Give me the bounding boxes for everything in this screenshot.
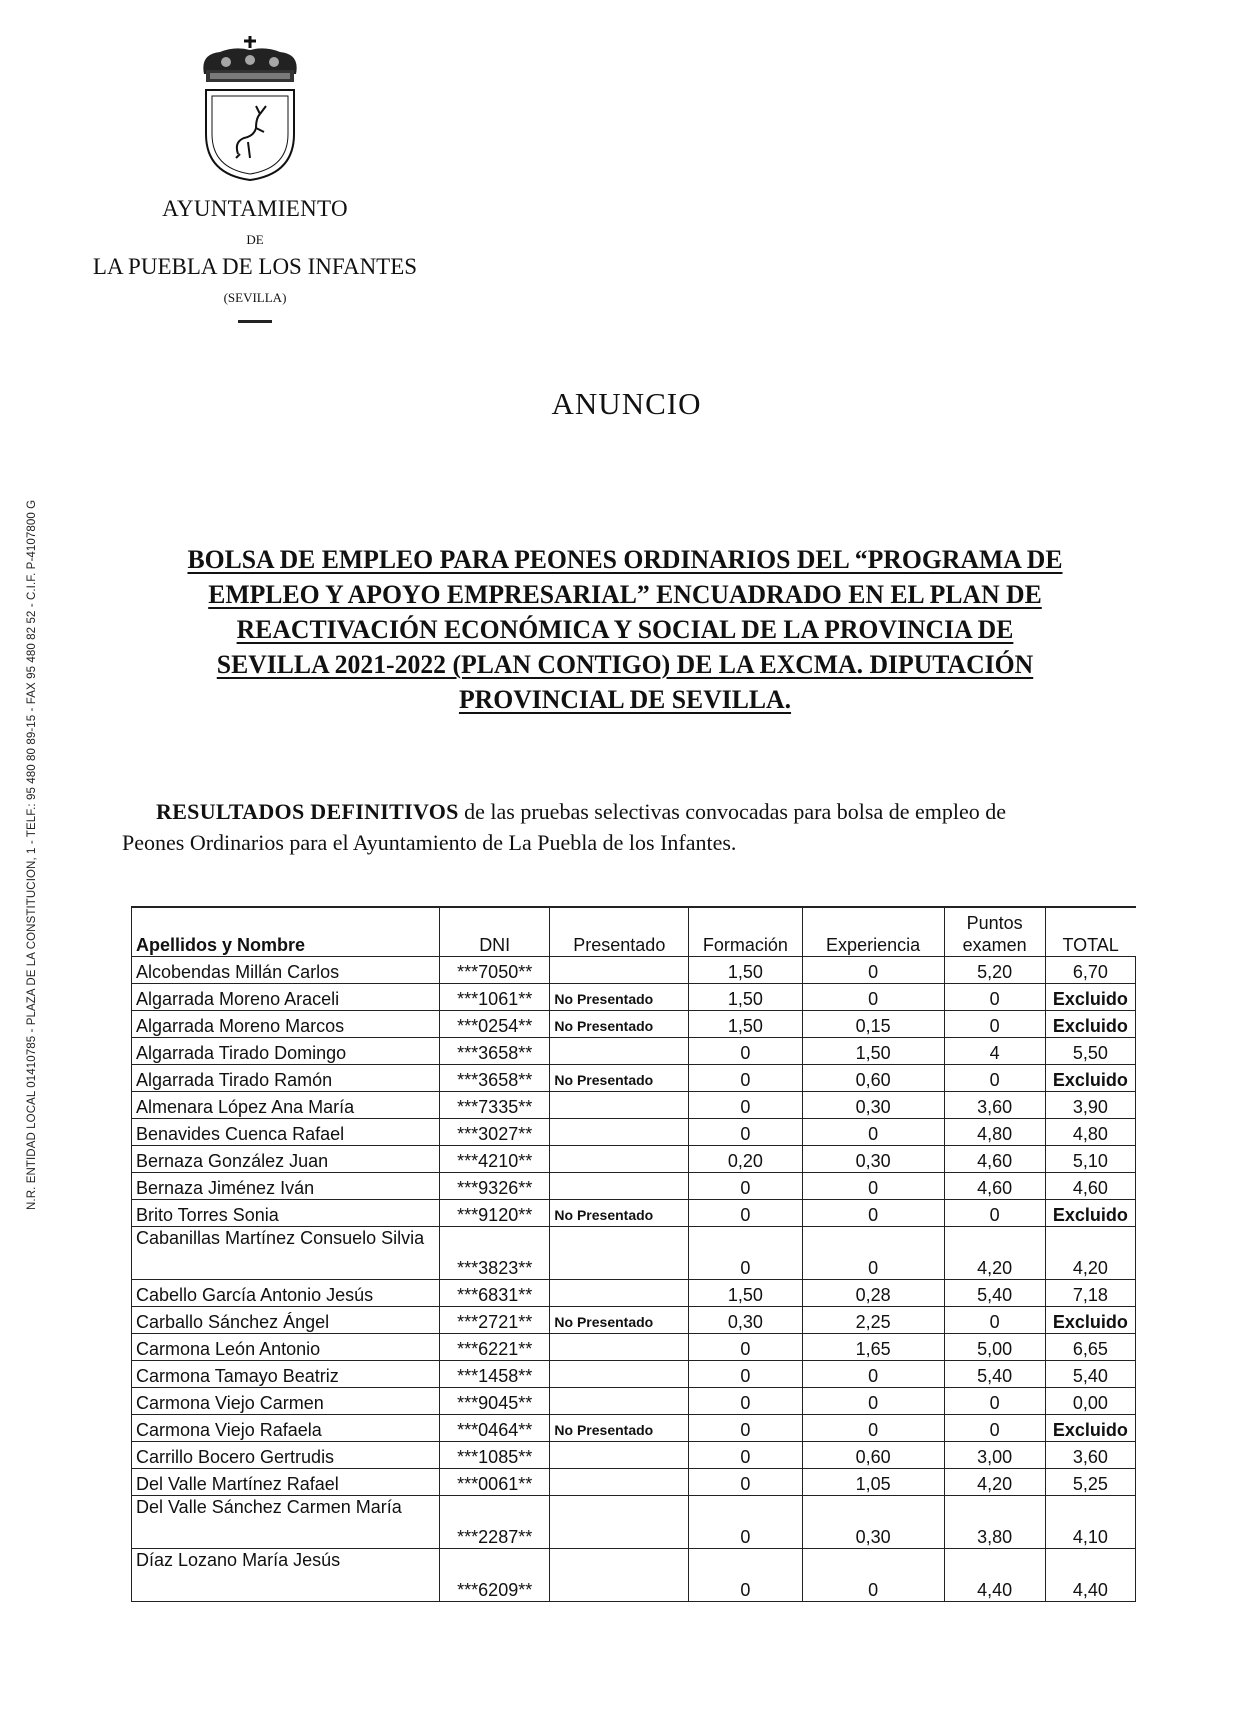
cell-dni: ***0254** xyxy=(439,1011,549,1038)
table-row xyxy=(132,1496,1136,1549)
cell-experience: 0,15 xyxy=(802,1011,944,1038)
cell-experience: 0 xyxy=(802,1200,944,1227)
cell-experience: 0 xyxy=(802,957,944,984)
cell-total: 0,00 xyxy=(1045,1388,1135,1415)
cell-presented: No Presentado xyxy=(550,1011,689,1038)
cell-experience: 0 xyxy=(802,1388,944,1415)
title-line: EMPLEO Y APOYO EMPRESARIAL” ENCUADRADO EN EL PLAN DE xyxy=(208,579,1042,609)
cell-experience: 0 xyxy=(802,1227,944,1280)
cell-name: Carmona Viejo Carmen xyxy=(132,1388,440,1415)
header-divider xyxy=(238,320,272,323)
cell-name: Algarrada Tirado Domingo xyxy=(132,1038,440,1065)
cell-total: Excluido xyxy=(1045,1065,1135,1092)
table-row xyxy=(132,1200,1136,1227)
cell-training: 1,50 xyxy=(689,984,802,1011)
intro-line-2: Peones Ordinarios para el Ayuntamiento de La Puebla de los Infantes. xyxy=(122,830,737,855)
cell-dni: ***7335** xyxy=(439,1092,549,1119)
cell-total: 5,25 xyxy=(1045,1469,1135,1496)
cell-dni: ***2721** xyxy=(439,1307,549,1334)
cell-exam-points: 3,80 xyxy=(944,1496,1045,1549)
cell-name: Del Valle Martínez Rafael xyxy=(132,1469,440,1496)
title-line: REACTIVACIÓN ECONÓMICA Y SOCIAL DE LA PROVINCIA DE xyxy=(236,614,1014,644)
announcement-heading: ANUNCIO xyxy=(551,386,702,421)
cell-training: 0 xyxy=(689,1388,802,1415)
cell-total: 4,60 xyxy=(1045,1173,1135,1200)
cell-name: Almenara López Ana María xyxy=(132,1092,440,1119)
cell-dni: ***6831** xyxy=(439,1280,549,1307)
cell-exam-points: 3,00 xyxy=(944,1442,1045,1469)
header-total: TOTAL xyxy=(1045,907,1135,957)
cell-total: 5,50 xyxy=(1045,1038,1135,1065)
cell-training: 0 xyxy=(689,1469,802,1496)
cell-dni: ***1458** xyxy=(439,1361,549,1388)
cell-dni: ***9120** xyxy=(439,1200,549,1227)
table-row xyxy=(132,1334,1136,1361)
cell-name: Carballo Sánchez Ángel xyxy=(132,1307,440,1334)
title-line: BOLSA DE EMPLEO PARA PEONES ORDINARIOS DEL “PROGRAMA DE xyxy=(187,544,1063,574)
cell-total: 6,65 xyxy=(1045,1334,1135,1361)
cell-total: 6,70 xyxy=(1045,957,1135,984)
cell-total: 3,90 xyxy=(1045,1092,1135,1119)
cell-total: 5,40 xyxy=(1045,1361,1135,1388)
cell-total: 4,80 xyxy=(1045,1119,1135,1146)
cell-training: 1,50 xyxy=(689,1011,802,1038)
cell-experience: 0,60 xyxy=(802,1065,944,1092)
cell-total: 3,60 xyxy=(1045,1442,1135,1469)
cell-name: Carrillo Bocero Gertrudis xyxy=(132,1442,440,1469)
document-title xyxy=(115,542,1135,717)
cell-total: Excluido xyxy=(1045,1011,1135,1038)
cell-experience: 0 xyxy=(802,1119,944,1146)
table-row xyxy=(132,1038,1136,1065)
table-row xyxy=(132,1549,1136,1602)
cell-name: Brito Torres Sonia xyxy=(132,1200,440,1227)
cell-presented xyxy=(550,1119,689,1146)
cell-training: 0 xyxy=(689,1092,802,1119)
cell-name: Algarrada Tirado Ramón xyxy=(132,1065,440,1092)
table-row xyxy=(132,1065,1136,1092)
cell-experience: 0 xyxy=(802,1173,944,1200)
cell-exam-points: 4,60 xyxy=(944,1173,1045,1200)
cell-name: Del Valle Sánchez Carmen María xyxy=(132,1496,440,1549)
cell-name: Benavides Cuenca Rafael xyxy=(132,1119,440,1146)
cell-experience: 0,60 xyxy=(802,1442,944,1469)
cell-dni: ***1061** xyxy=(439,984,549,1011)
cell-training: 0,30 xyxy=(689,1307,802,1334)
cell-exam-points: 5,00 xyxy=(944,1334,1045,1361)
cell-presented xyxy=(550,1146,689,1173)
cell-presented xyxy=(550,1092,689,1119)
cell-exam-points: 4,80 xyxy=(944,1119,1045,1146)
title-line: SEVILLA 2021-2022 (PLAN CONTIGO) DE LA EXCMA. DIPUTACIÓN xyxy=(216,649,1034,679)
cell-dni: ***3823** xyxy=(439,1227,549,1280)
table-row xyxy=(132,1011,1136,1038)
header-presented: Presentado xyxy=(550,907,689,957)
cell-exam-points: 4,20 xyxy=(944,1469,1045,1496)
cell-training: 0 xyxy=(689,1549,802,1602)
cell-exam-points: 4,40 xyxy=(944,1549,1045,1602)
cell-dni: ***3658** xyxy=(439,1065,549,1092)
cell-dni: ***3658** xyxy=(439,1038,549,1065)
cell-experience: 0,30 xyxy=(802,1496,944,1549)
cell-exam-points: 0 xyxy=(944,1307,1045,1334)
cell-dni: ***6221** xyxy=(439,1334,549,1361)
cell-name: Carmona Tamayo Beatriz xyxy=(132,1361,440,1388)
cell-total: 4,40 xyxy=(1045,1549,1135,1602)
cell-experience: 0 xyxy=(802,1361,944,1388)
table-row xyxy=(132,1227,1136,1280)
cell-training: 0 xyxy=(689,1415,802,1442)
cell-dni: ***1085** xyxy=(439,1442,549,1469)
cell-presented: No Presentado xyxy=(550,984,689,1011)
cell-training: 0 xyxy=(689,1200,802,1227)
coat-of-arms-icon xyxy=(190,34,310,184)
cell-dni: ***7050** xyxy=(439,957,549,984)
table-row xyxy=(132,1092,1136,1119)
table-row xyxy=(132,957,1136,984)
cell-total: Excluido xyxy=(1045,1307,1135,1334)
cell-total: 4,20 xyxy=(1045,1227,1135,1280)
cell-experience: 0,30 xyxy=(802,1146,944,1173)
cell-exam-points: 5,40 xyxy=(944,1280,1045,1307)
table-row xyxy=(132,984,1136,1011)
cell-exam-points: 0 xyxy=(944,984,1045,1011)
cell-dni: ***0464** xyxy=(439,1415,549,1442)
title-line: PROVINCIAL DE SEVILLA. xyxy=(458,684,792,714)
cell-dni: ***3027** xyxy=(439,1119,549,1146)
cell-name: Carmona León Antonio xyxy=(132,1334,440,1361)
cell-experience: 1,05 xyxy=(802,1469,944,1496)
cell-training: 0 xyxy=(689,1119,802,1146)
cell-total: 5,10 xyxy=(1045,1146,1135,1173)
header-exam-points-line-2: examen xyxy=(962,935,1027,955)
cell-exam-points: 3,60 xyxy=(944,1092,1045,1119)
cell-name: Carmona Viejo Rafaela xyxy=(132,1415,440,1442)
cell-presented xyxy=(550,957,689,984)
results-table xyxy=(131,906,1136,1602)
cell-dni: ***0061** xyxy=(439,1469,549,1496)
cell-exam-points: 0 xyxy=(944,1200,1045,1227)
cell-name: Díaz Lozano María Jesús xyxy=(132,1549,440,1602)
cell-name: Algarrada Moreno Marcos xyxy=(132,1011,440,1038)
header-dni: DNI xyxy=(439,907,549,957)
cell-presented xyxy=(550,1280,689,1307)
cell-training: 0 xyxy=(689,1227,802,1280)
cell-presented xyxy=(550,1361,689,1388)
cell-dni: ***6209** xyxy=(439,1549,549,1602)
cell-experience: 0 xyxy=(802,1415,944,1442)
cell-experience: 1,50 xyxy=(802,1038,944,1065)
header-name: Apellidos y Nombre xyxy=(132,907,440,957)
cell-total: Excluido xyxy=(1045,1200,1135,1227)
cell-presented: No Presentado xyxy=(550,1200,689,1227)
cell-training: 0 xyxy=(689,1361,802,1388)
table-row xyxy=(132,1173,1136,1200)
cell-exam-points: 0 xyxy=(944,1415,1045,1442)
org-name-line-4: (SEVILLA) xyxy=(223,290,287,305)
intro-paragraph xyxy=(122,796,1132,858)
cell-presented: No Presentado xyxy=(550,1415,689,1442)
cell-training: 0 xyxy=(689,1496,802,1549)
cell-name: Cabanillas Martínez Consuelo Silvia xyxy=(132,1227,440,1280)
cell-name: Algarrada Moreno Araceli xyxy=(132,984,440,1011)
cell-dni: ***2287** xyxy=(439,1496,549,1549)
cell-experience: 1,65 xyxy=(802,1334,944,1361)
cell-training: 1,50 xyxy=(689,1280,802,1307)
cell-presented xyxy=(550,1549,689,1602)
cell-exam-points: 0 xyxy=(944,1011,1045,1038)
cell-training: 0 xyxy=(689,1038,802,1065)
letterhead-address-strip: N.R. ENTIDAD LOCAL 01410785 - PLAZA DE LA CONSTITUCION, 1 - TELF.: 95 480 80 89-15 - FAX 95 480 82 52 - C.I.F. P-4107800 G xyxy=(26,499,38,1210)
cell-training: 0,20 xyxy=(689,1146,802,1173)
table-row xyxy=(132,1442,1136,1469)
table-header-row xyxy=(132,907,1136,957)
cell-presented xyxy=(550,1227,689,1280)
table-row xyxy=(132,1469,1136,1496)
cell-presented xyxy=(550,1469,689,1496)
org-name-line-3: LA PUEBLA DE LOS INFANTES xyxy=(92,254,418,279)
cell-dni: ***9326** xyxy=(439,1173,549,1200)
cell-exam-points: 0 xyxy=(944,1065,1045,1092)
cell-training: 0 xyxy=(689,1173,802,1200)
table-row xyxy=(132,1361,1136,1388)
cell-experience: 2,25 xyxy=(802,1307,944,1334)
header-exam-points-line-1: Puntos xyxy=(966,913,1023,933)
table-row xyxy=(132,1307,1136,1334)
cell-experience: 0,30 xyxy=(802,1092,944,1119)
intro-line-1: de las pruebas selectivas convocadas para bolsa de empleo de xyxy=(458,799,1006,824)
cell-presented xyxy=(550,1496,689,1549)
cell-name: Alcobendas Millán Carlos xyxy=(132,957,440,984)
cell-name: Bernaza González Juan xyxy=(132,1146,440,1173)
table-row xyxy=(132,1146,1136,1173)
cell-exam-points: 0 xyxy=(944,1388,1045,1415)
cell-total: 7,18 xyxy=(1045,1280,1135,1307)
cell-dni: ***4210** xyxy=(439,1146,549,1173)
header-experience: Experiencia xyxy=(802,907,944,957)
cell-exam-points: 4,20 xyxy=(944,1227,1045,1280)
cell-name: Bernaza Jiménez Iván xyxy=(132,1173,440,1200)
cell-presented xyxy=(550,1038,689,1065)
cell-experience: 0 xyxy=(802,1549,944,1602)
cell-exam-points: 5,40 xyxy=(944,1361,1045,1388)
table-row xyxy=(132,1280,1136,1307)
cell-training: 0 xyxy=(689,1334,802,1361)
cell-total: Excluido xyxy=(1045,1415,1135,1442)
cell-exam-points: 4,60 xyxy=(944,1146,1045,1173)
cell-training: 1,50 xyxy=(689,957,802,984)
cell-presented: No Presentado xyxy=(550,1065,689,1092)
cell-presented xyxy=(550,1173,689,1200)
table-row xyxy=(132,1388,1136,1415)
cell-training: 0 xyxy=(689,1065,802,1092)
header-exam-points xyxy=(944,907,1045,957)
table-row xyxy=(132,1119,1136,1146)
cell-exam-points: 5,20 xyxy=(944,957,1045,984)
intro-lead: RESULTADOS DEFINITIVOS xyxy=(156,799,459,824)
cell-dni: ***9045** xyxy=(439,1388,549,1415)
org-name-line-2: DE xyxy=(246,232,264,247)
table-row xyxy=(132,1415,1136,1442)
cell-total: 4,10 xyxy=(1045,1496,1135,1549)
org-name-line-1: AYUNTAMIENTO xyxy=(162,196,348,221)
cell-experience: 0 xyxy=(802,984,944,1011)
cell-presented: No Presentado xyxy=(550,1307,689,1334)
cell-total: Excluido xyxy=(1045,984,1135,1011)
cell-exam-points: 4 xyxy=(944,1038,1045,1065)
header-training: Formación xyxy=(689,907,802,957)
cell-presented xyxy=(550,1442,689,1469)
cell-name: Cabello García Antonio Jesús xyxy=(132,1280,440,1307)
cell-training: 0 xyxy=(689,1442,802,1469)
cell-presented xyxy=(550,1388,689,1415)
cell-experience: 0,28 xyxy=(802,1280,944,1307)
cell-presented xyxy=(550,1334,689,1361)
